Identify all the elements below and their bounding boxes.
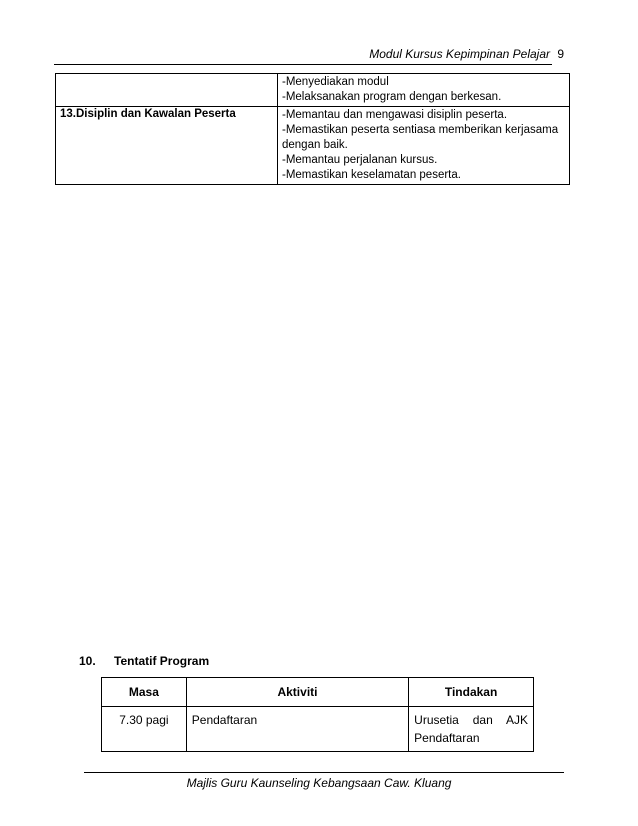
header-title: Modul Kursus Kepimpinan Pelajar <box>369 47 550 61</box>
duty-line: -Memantau perjalanan kursus. <box>282 154 438 166</box>
duty-line: -Memastikan keselamatan peserta. <box>282 169 461 181</box>
table-row <box>102 707 534 752</box>
table-row <box>56 74 570 107</box>
column-header-masa: Masa <box>102 678 187 707</box>
duty-line: -Memantau dan mengawasi disiplin peserta. <box>282 109 508 121</box>
role-cell-empty <box>56 74 278 107</box>
footer-text: Majlis Guru Kaunseling Kebangsaan Caw. Kluang <box>186 776 452 790</box>
page-header <box>54 46 564 66</box>
section-heading <box>79 654 209 668</box>
table-row <box>56 107 570 185</box>
column-header-aktiviti: Aktiviti <box>186 678 408 707</box>
column-header-tindakan: Tindakan <box>409 678 534 707</box>
cell-masa: 7.30 pagi <box>102 707 187 752</box>
duties-cell <box>278 107 570 185</box>
duty-table <box>55 73 570 185</box>
header-rule <box>54 64 552 65</box>
role-cell: 13.Disiplin dan Kawalan Peserta <box>56 107 278 185</box>
section-number: 10. <box>79 654 96 668</box>
duty-line: -Memastikan peserta sentiasa memberikan kerjasama dengan baik. <box>282 124 559 151</box>
duty-line: -Menyediakan modul <box>282 76 389 88</box>
table-header-row <box>102 678 534 707</box>
footer-rule <box>84 772 564 773</box>
cell-aktiviti: Pendaftaran <box>186 707 408 752</box>
duty-line: -Melaksanakan program dengan berkesan. <box>282 91 502 103</box>
duties-cell <box>278 74 570 107</box>
schedule-table <box>101 677 534 752</box>
section-title: Tentatif Program <box>114 654 210 668</box>
cell-tindakan: Urusetia dan AJK Pendaftaran <box>409 707 534 752</box>
page-number: 9 <box>557 47 564 61</box>
